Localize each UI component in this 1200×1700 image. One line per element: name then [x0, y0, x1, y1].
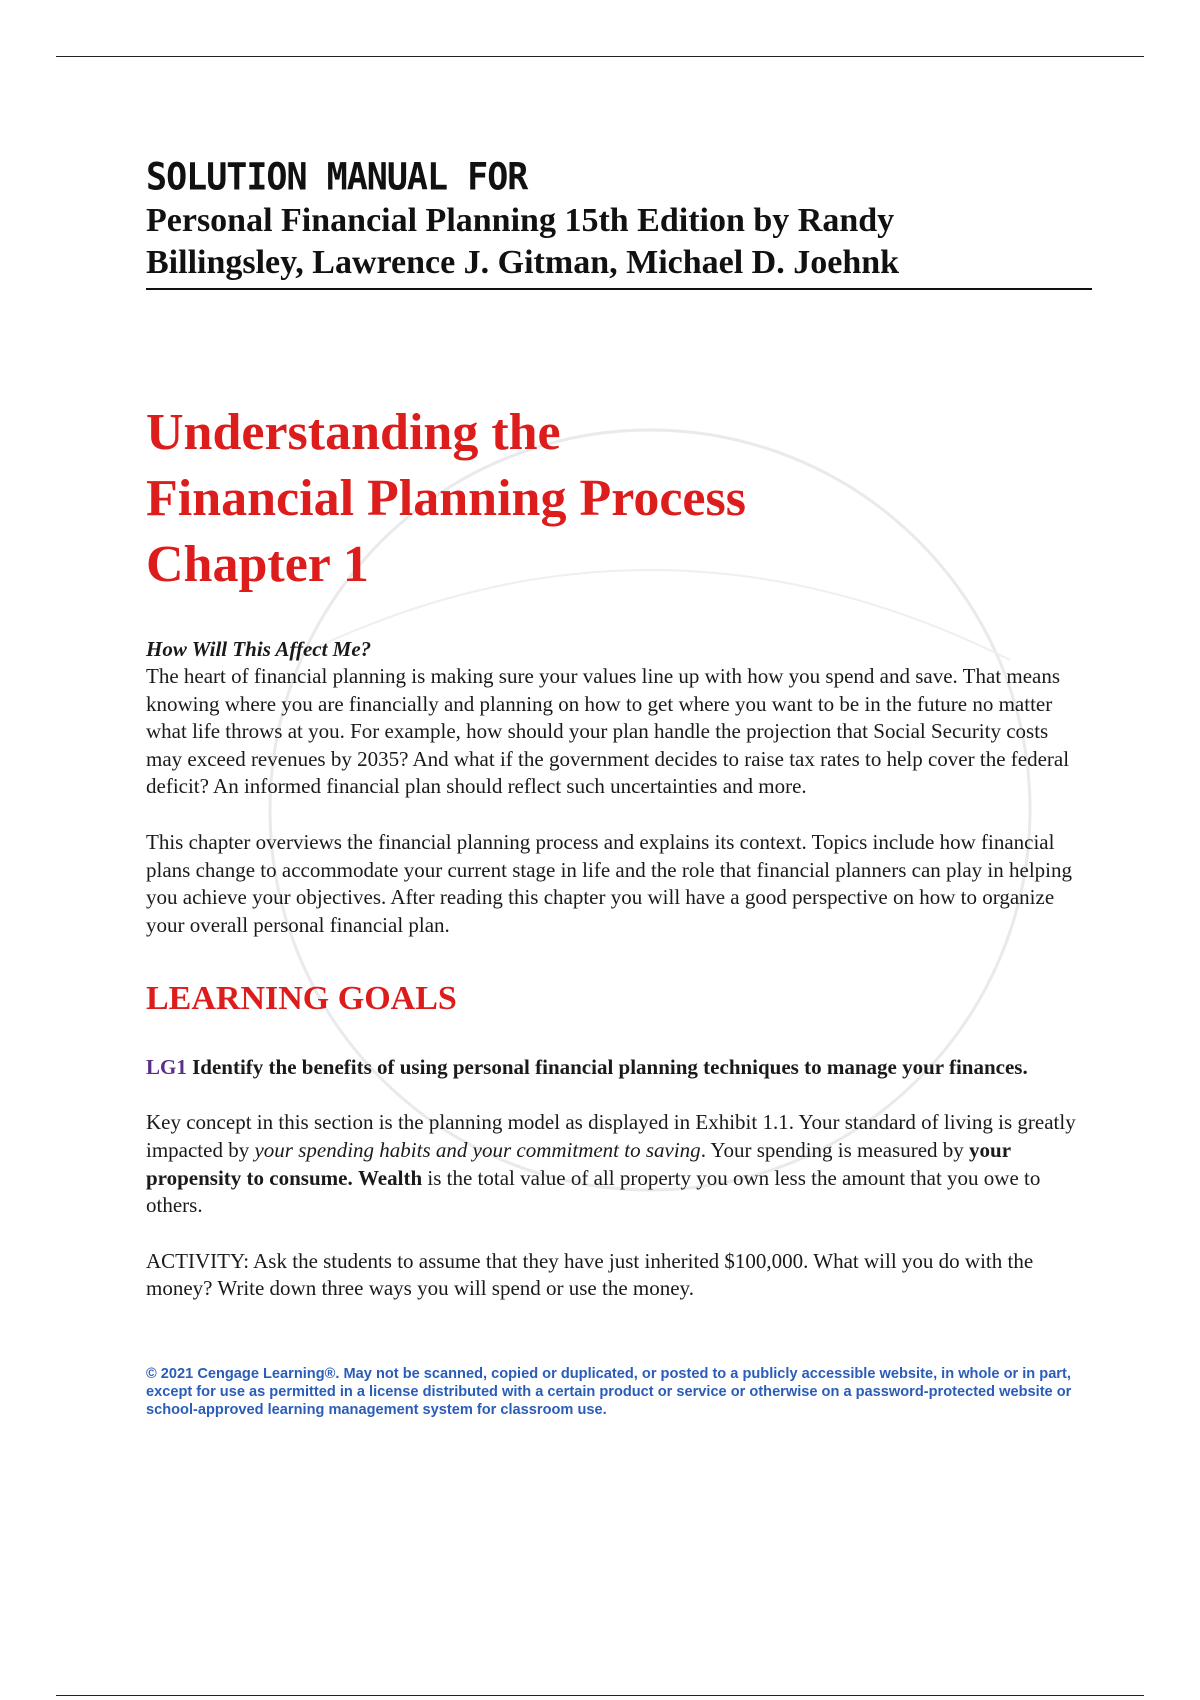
chapter-title: [146, 400, 1096, 598]
activity-paragraph: ACTIVITY: Ask the students to assume that they have just inherited $100,000. What will you do with the money? Write down three ways you will spend or use the money.: [146, 1248, 1034, 1301]
key-concept-text-1: Key concept in this section is the planning model as displayed in Exhibit 1.1. Your standard of living is greatly impacted by: [146, 1110, 1076, 1162]
bottom-rule: [56, 1695, 1144, 1696]
key-concept-bold-wealth: Wealth: [357, 1165, 423, 1190]
key-concept-italic: your spending habits and your commitment to saving: [254, 1137, 701, 1162]
learning-goal-text: Identify the benefits of using personal financial planning techniques to manage your finances.: [192, 1055, 1028, 1080]
chapter-title-line-2: Financial Planning Process: [146, 470, 746, 527]
copyright-notice: © 2021 Cengage Learning®. May not be scanned, copied or duplicated, or posted to a publicly accessible website, in whole or in part, except for use as permitted in a license distributed with a certain product or service or otherwise on a password-protected website or school-approved learning management system for classroom use.: [146, 1365, 1072, 1418]
page-content: [146, 156, 1096, 1419]
chapter-number: Chapter 1: [146, 536, 369, 593]
solution-manual-label: SOLUTION MANUAL FOR: [146, 156, 528, 200]
chapter-title-line-1: Understanding the: [146, 404, 561, 461]
key-concept-text-3: is the total value of all property you own less the amount that you owe to others.: [146, 1165, 1041, 1218]
key-concept-text-2: . Your spending is measured by: [700, 1137, 970, 1162]
intro-paragraph-2: This chapter overviews the financial planning process and explains its context. Topics include how financial plans change to accommodate your current stage in life and the role that financial planners can play in helping you achieve your objectives. After reading this chapter you will have a good perspective on how to organize your overall personal financial plan.: [146, 829, 1072, 937]
top-rule: [56, 56, 1144, 57]
book-title-line-1: Personal Financial Planning 15th Edition by Randy: [146, 202, 895, 239]
learning-goal-1: [146, 1053, 1086, 1081]
intro-question: How Will This Affect Me?: [146, 637, 372, 661]
key-concept-bold-propensity: your propensity to consume.: [146, 1137, 1011, 1190]
learning-goals-heading: LEARNING GOALS: [146, 980, 457, 1018]
learning-goal-code: LG1: [146, 1055, 187, 1080]
intro-paragraph-1: The heart of financial planning is making sure your values line up with how you spend and save. That means knowing where you are financially and planning on how to get where you want to be in the future no matter what life throws at you. For example, how should your plan handle the projection that Social Security costs may exceed revenues by 2035? And what if the government decides to raise tax rates to help cover the federal deficit? An informed financial plan should reflect such uncertainties and more.: [146, 664, 1070, 799]
document-header: [146, 156, 1096, 290]
key-concept-paragraph: [146, 1109, 1086, 1219]
book-title-line-2: Billingsley, Lawrence J. Gitman, Michael D. Joehnk: [146, 244, 900, 281]
book-title: [146, 200, 1092, 290]
